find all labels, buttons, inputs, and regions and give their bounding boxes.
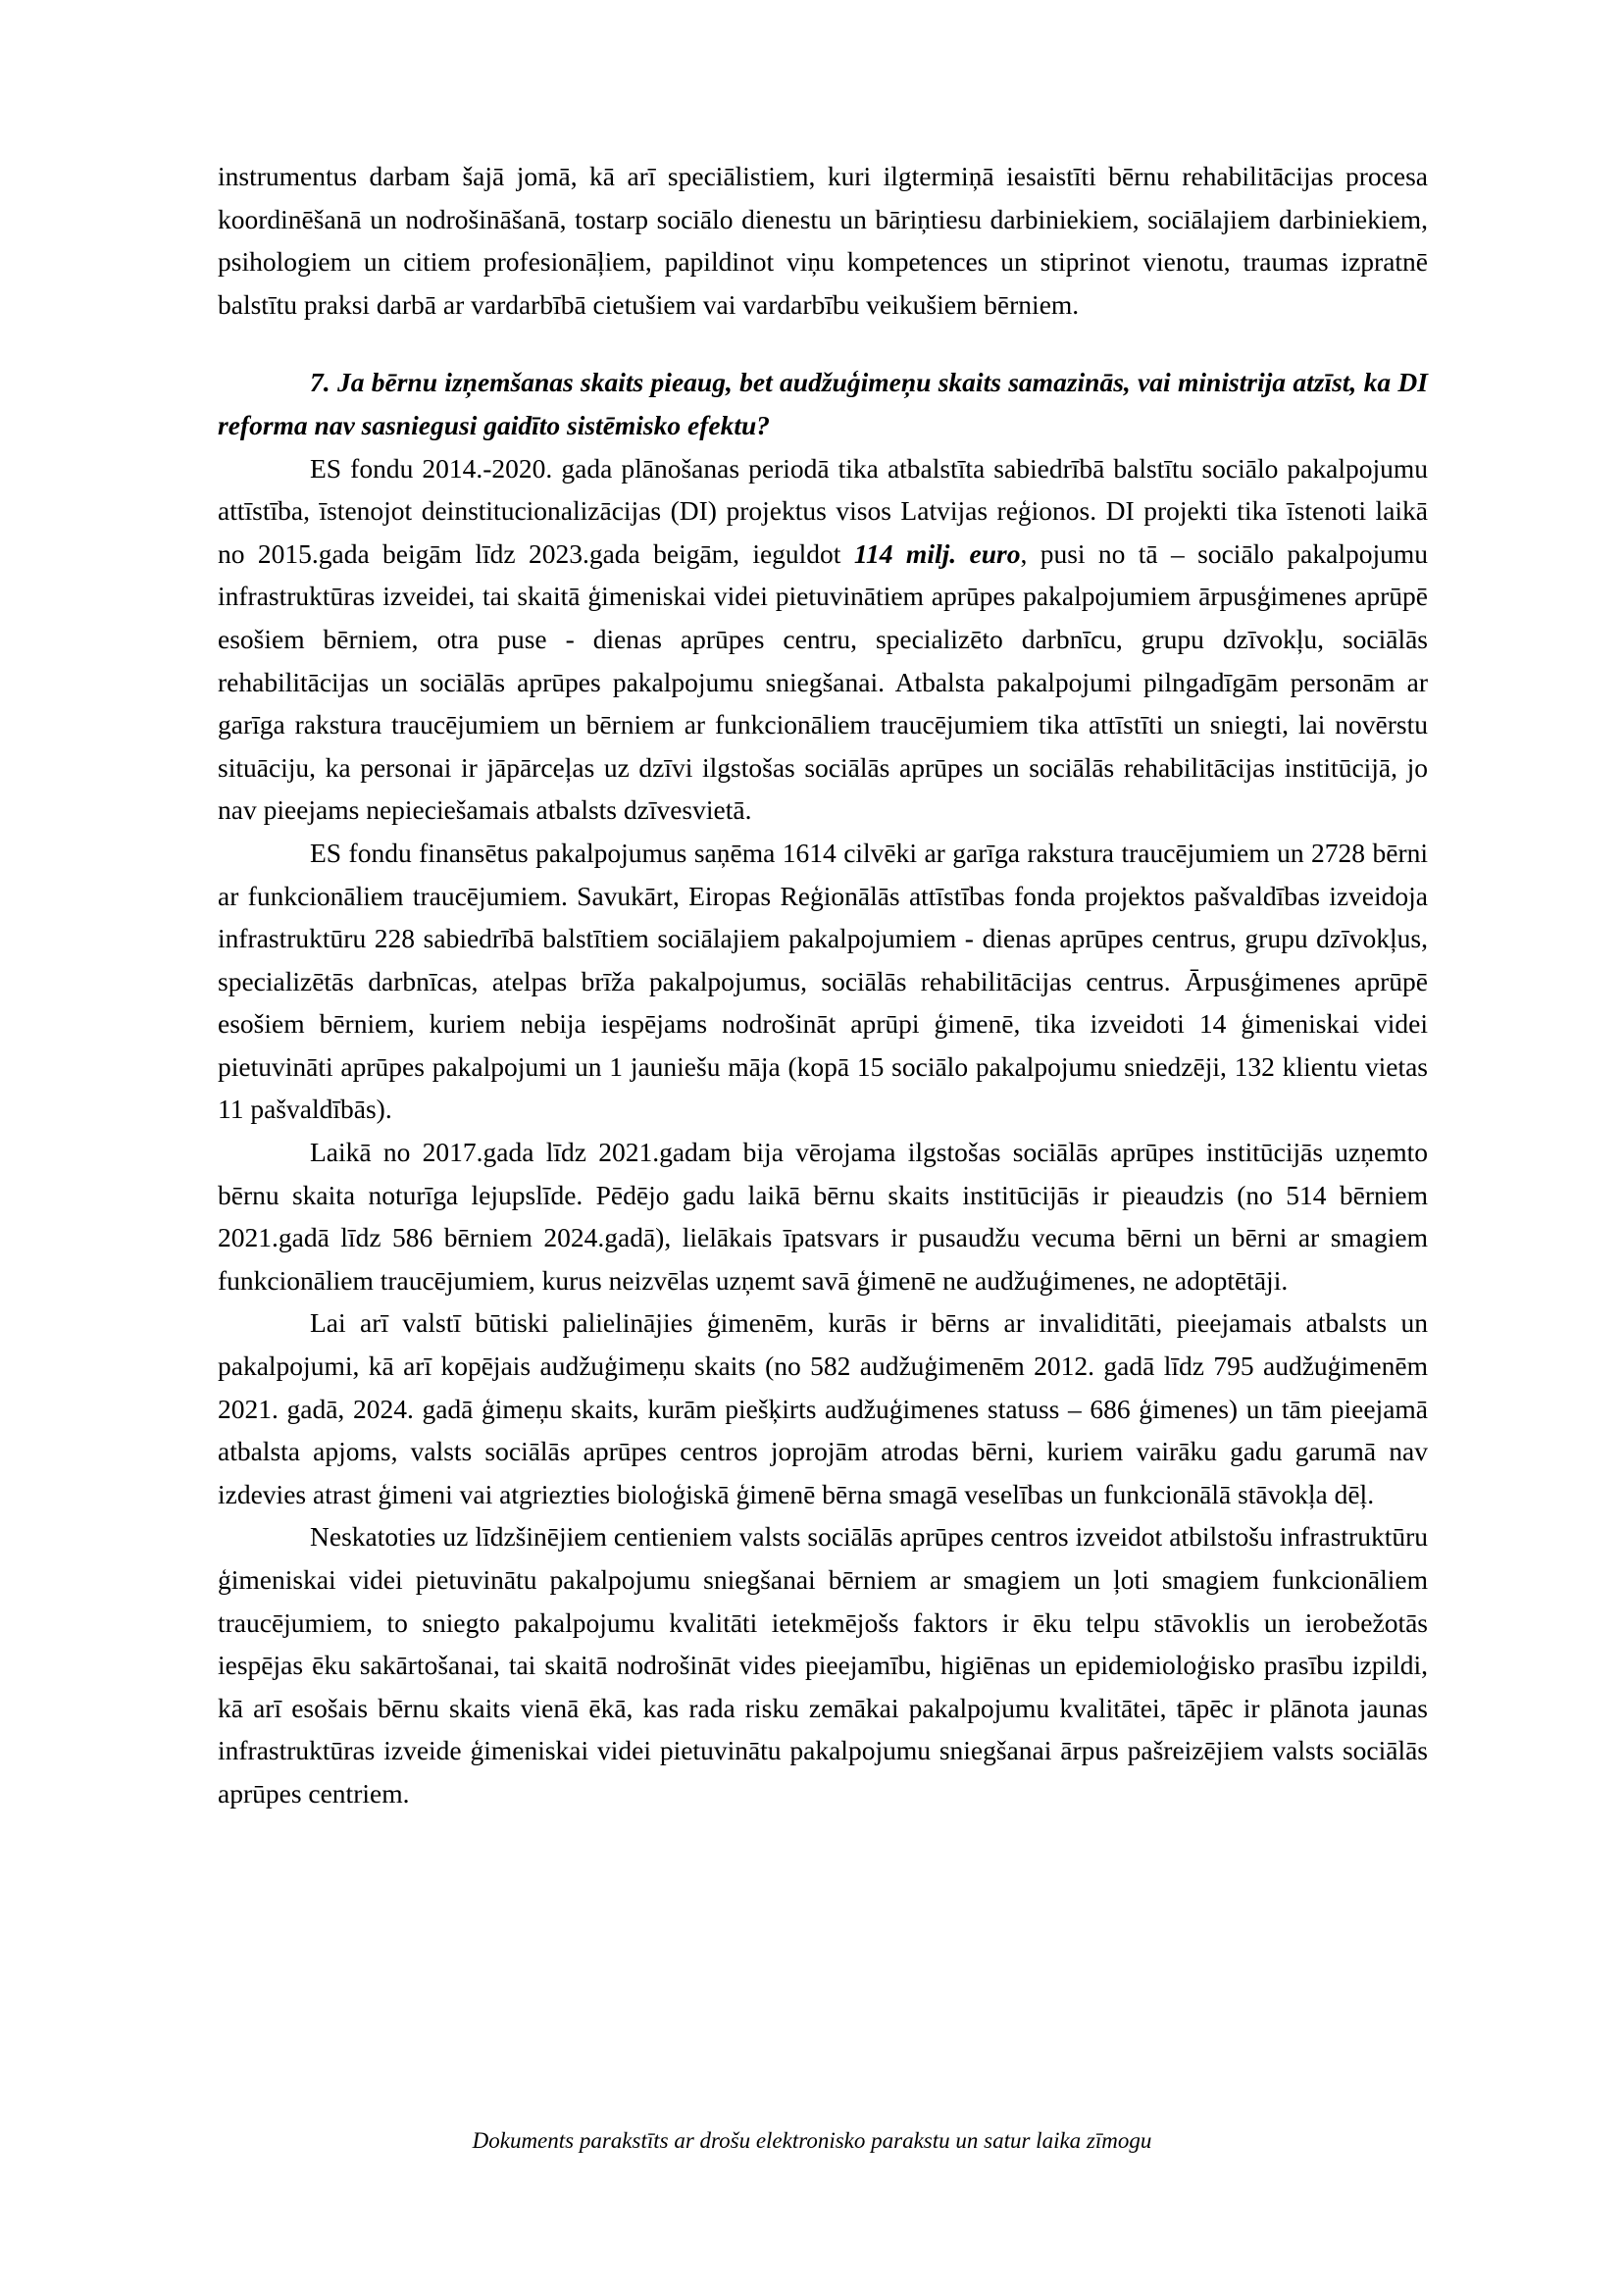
funding-amount: 114 milj. euro: [853, 537, 1021, 569]
paragraph-continuation: instrumentus darbam šajā jomā, kā arī speciālistiem, kuri ilgtermiņā iesaistīti bērnu rehabilitācijas procesa koordinēšanā un nodrošināšanā, tostarp sociālo dienestu un bāriņtiesu darbiniekiem, sociālajiem darbiniekiem, psihologiem un citiem profesionāļiem, papildinot viņu kompetences un stiprinot vienotu, traumas izpratnē balstītu praksi darbā ar vardarbībā cietušiem vai vardarbību veikušiem bērniem.: [218, 161, 1428, 320]
paragraph-service-recipients: ES fondu finansētus pakalpojumus saņēma 1614 cilvēki ar garīga rakstura traucējumiem un 2728 bērni ar funkcionāliem traucējumiem. Savukārt, Eiropas Reģionālās attīstības fonda projektos pašvaldības izveidoja infrastruktūru 228 sabiedrībā balstītiem sociālajiem pakalpojumiem - dienas aprūpes centrus, grupu dzīvokļus, specializētās darbnīcas, atelpas brīža pakalpojumus, sociālās rehabilitācijas centrus. Ārpusģimenes aprūpē esošiem bērniem, kuriem nebija iespējams nodrošināt aprūpi ģimenē, tika izveidoti 14 ģimeniskai videi pietuvināti aprūpes pakalpojumi un 1 jauniešu māja (kopā 15 sociālo pakalpojumu sniedzēji, 132 klientu vietas 11 pašvaldībās).: [218, 837, 1428, 1125]
question-heading: 7. Ja bērnu izņemšanas skaits pieaug, bet audžuģimeņu skaits samazinās, vai ministrija atzīst, ka DI reforma nav sasniegusi gaidīto sistēmisko efektu?: [218, 367, 1428, 440]
paragraph-foster-families: Lai arī valstī būtiski palielinājies ģimenēm, kurās ir bērns ar invaliditāti, pieejamais atbalsts un pakalpojumi, kā arī kopējais audžuģimeņu skaits (no 582 audžuģimenēm 2012. gadā līdz 795 audžuģimenēm 2021. gadā, 2024. gadā ģimeņu skaits, kurām piešķirts audžuģimenes statuss – 686 ģimenes) un tām pieejamā atbalsta apjoms, valsts sociālās aprūpes centros joprojām atrodas bērni, kuriem vairāku gadu garumā nav izdevies atrast ģimeni vai atgriezties bioloģiskā ģimenē bērna smagā veselības un funkcionālā stāvokļa dēļ.: [218, 1307, 1428, 1509]
paragraph-text: , pusi no tā – sociālo pakalpojumu infrastruktūras izveidei, tai skaitā ģimeniskai videi pietuvinātiem aprūpes pakalpojumiem ārpusģimenes aprūpē esošiem bērniem, otra puse - dienas aprūpes centru, specializēto darbnīcu, grupu dzīvokļu, sociālās rehabilitācijas un sociālās aprūpes pakalpojumu sniegšanai. Atbalsta pakalpojumi pilngadīgām personām ar garīga rakstura traucējumiem un bērniem ar funkcionāliem traucējumiem tika attīstīti un sniegti, lai novērstu situāciju, ka personai ir jāpārceļas uz dzīvi ilgstošas sociālās aprūpes un sociālās rehabilitācijas institūcijā, jo nav pieejams nepieciešamais atbalsts dzīvesvietā.: [218, 537, 1428, 826]
paragraph-infrastructure: Neskatoties uz līdzšinējiem centieniem valsts sociālās aprūpes centros izveidot atbilstošu infrastruktūru ģimeniskai videi pietuvinātu pakalpojumu sniegšanai bērniem ar smagiem un ļoti smagiem funkcionāliem traucējumiem, to sniegto pakalpojumu kvalitāti ietekmējošs faktors ir ēku telpu stāvoklis un ierobežotās iespējas ēku sakārtošanai, tai skaitā nodrošināt vides pieejamību, higiēnas un epidemioloģisko prasību izpildi, kā arī esošais bērnu skaits vienā ēkā, kas rada risku zemākai pakalpojumu kvalitātei, tāpēc ir plānota jaunas infrastruktūras izveide ģimeniskai videi pietuvinātu pakalpojumu sniegšanai ārpus pašreizējiem valsts sociālās aprūpes centriem.: [218, 1521, 1428, 1809]
document-page: [218, 155, 1428, 1815]
paragraph-di-projects: [218, 447, 1428, 832]
paragraph-institution-trend: Laikā no 2017.gada līdz 2021.gadam bija vērojama ilgstošas sociālās aprūpes institūcijās uzņemto bērnu skaita noturīga lejupslīde. Pēdējo gadu laikā bērnu skaits institūcijās ir pieaudzis (no 514 bērniem 2021.gadā līdz 586 bērniem 2024.gadā), lielākais īpatsvars ir pusaudžu vecuma bērni un bērni ar smagiem funkcionāliem traucējumiem, kurus neizvēlas uzņemt savā ģimenē ne audžuģimenes, ne adoptētāji.: [218, 1137, 1428, 1296]
signature-footer: Dokuments parakstīts ar drošu elektronisko parakstu un satur laika zīmogu: [472, 2128, 1152, 2153]
paragraph-text: ES fondu 2014.-2020. gada plānošanas periodā tika atbalstīta sabiedrībā balstītu sociālo pakalpojumu attīstība, īstenojot deinstitucionalizācijas (DI) projektus visos Latvijas reģionos. DI projekti tika īstenoti laikā no 2015.gada beigām līdz 2023.gada beigām, ieguldot: [218, 452, 1428, 569]
